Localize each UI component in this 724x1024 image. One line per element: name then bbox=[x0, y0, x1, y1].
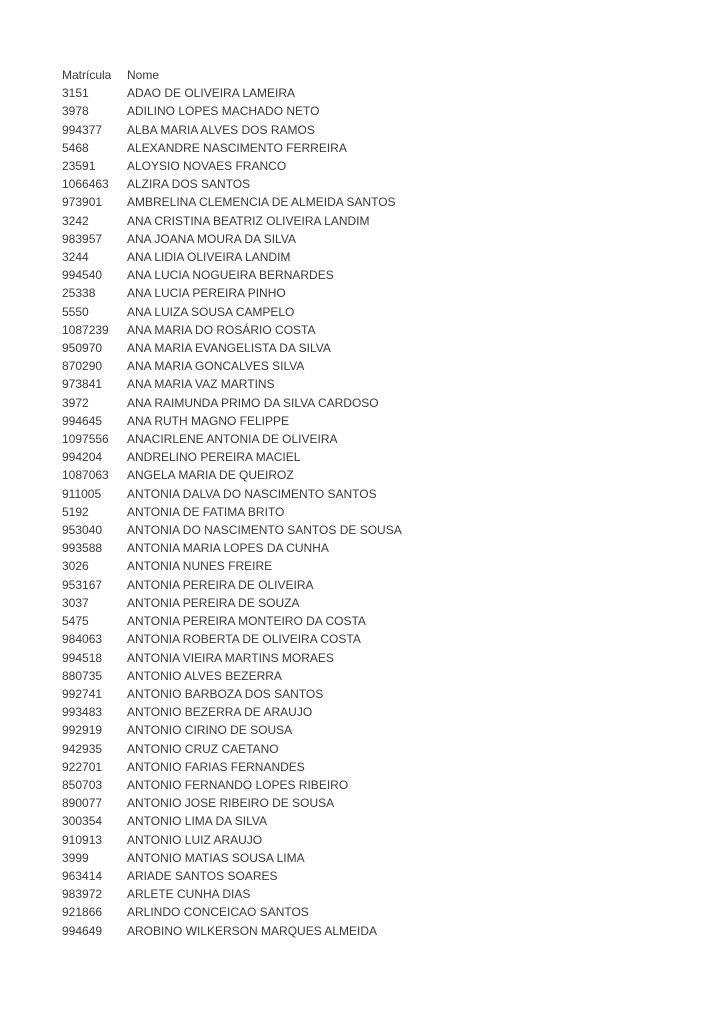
matricula-cell: 3026 bbox=[62, 559, 89, 574]
table-row bbox=[62, 394, 402, 412]
table-row bbox=[62, 121, 402, 139]
table-header-row bbox=[62, 66, 402, 84]
nome-cell: ANTONIO FARIAS FERNANDES bbox=[127, 759, 305, 774]
nome-cell: AROBINO WILKERSON MARQUES ALMEIDA bbox=[127, 923, 378, 938]
table-row bbox=[62, 885, 402, 903]
table-row bbox=[62, 266, 402, 284]
matricula-cell: 1087239 bbox=[62, 322, 109, 337]
matricula-cell: 1066463 bbox=[62, 177, 109, 192]
table-row bbox=[62, 685, 402, 703]
table-row bbox=[62, 466, 402, 484]
matricula-cell: 921866 bbox=[62, 905, 103, 920]
table-row bbox=[62, 503, 402, 521]
column-header-nome: Nome bbox=[127, 68, 160, 82]
nome-cell: ANTONIA VIEIRA MARTINS MORAES bbox=[127, 650, 334, 665]
nome-cell: ANA LIDIA OLIVEIRA LANDIM bbox=[127, 250, 291, 265]
table-row bbox=[62, 776, 402, 794]
nome-cell: ANTONIO BARBOZA DOS SANTOS bbox=[127, 686, 324, 701]
nome-cell: ALEXANDRE NASCIMENTO FERREIRA bbox=[127, 140, 347, 155]
matricula-cell: 3978 bbox=[62, 104, 89, 119]
table-row bbox=[62, 812, 402, 830]
nome-cell: ADAO DE OLIVEIRA LAMEIRA bbox=[127, 86, 296, 101]
nome-cell: ALOYSIO NOVAES FRANCO bbox=[127, 159, 287, 174]
table-row bbox=[62, 175, 402, 193]
table-body bbox=[62, 84, 402, 940]
table-row bbox=[62, 903, 402, 921]
table-row bbox=[62, 339, 402, 357]
nome-cell: ANGELA MARIA DE QUEIROZ bbox=[127, 468, 294, 483]
matricula-cell: 3037 bbox=[62, 595, 89, 610]
nome-cell: ANA LUCIA PEREIRA PINHO bbox=[127, 286, 286, 301]
matricula-cell: 994649 bbox=[62, 923, 103, 938]
matricula-cell: 23591 bbox=[62, 159, 96, 174]
matricula-cell: 994540 bbox=[62, 268, 103, 283]
table-row bbox=[62, 321, 402, 339]
table-row bbox=[62, 758, 402, 776]
nome-cell: ANTONIO FERNANDO LOPES RIBEIRO bbox=[127, 777, 349, 792]
matricula-cell: 984063 bbox=[62, 632, 103, 647]
nome-cell: ANA MARIA VAZ MARTINS bbox=[127, 377, 275, 392]
matricula-cell: 994204 bbox=[62, 450, 103, 465]
matricula-cell: 3244 bbox=[62, 250, 89, 265]
matricula-cell: 942935 bbox=[62, 741, 103, 756]
nome-cell: ANACIRLENE ANTONIA DE OLIVEIRA bbox=[127, 432, 338, 447]
nome-cell: ANA MARIA GONCALVES SILVA bbox=[127, 359, 305, 374]
table-row bbox=[62, 157, 402, 175]
matricula-cell: 300354 bbox=[62, 814, 103, 829]
table-row bbox=[62, 594, 402, 612]
matricula-cell: 911005 bbox=[62, 486, 102, 501]
nome-cell: ALZIRA DOS SANTOS bbox=[127, 177, 251, 192]
matricula-cell: 973841 bbox=[62, 377, 103, 392]
table-row bbox=[62, 721, 402, 739]
table-row bbox=[62, 557, 402, 575]
nome-cell: ARLETE CUNHA DIAS bbox=[127, 887, 251, 902]
matricula-cell: 1087063 bbox=[62, 468, 109, 483]
table-row bbox=[62, 284, 402, 302]
table-row bbox=[62, 212, 402, 230]
document-content bbox=[62, 66, 402, 940]
nome-cell: ANTONIA NUNES FREIRE bbox=[127, 559, 273, 574]
matricula-cell: 992741 bbox=[62, 686, 103, 701]
nome-cell: ANTONIA DALVA DO NASCIMENTO SANTOS bbox=[127, 486, 377, 501]
table-row bbox=[62, 412, 402, 430]
nome-cell: ANA LUCIA NOGUEIRA BERNARDES bbox=[127, 268, 334, 283]
matricula-cell: 973901 bbox=[62, 195, 103, 210]
table-row bbox=[62, 139, 402, 157]
table-row bbox=[62, 248, 402, 266]
table-row bbox=[62, 375, 402, 393]
nome-cell: ALBA MARIA ALVES DOS RAMOS bbox=[127, 122, 315, 137]
table-row bbox=[62, 867, 402, 885]
nome-cell: ANA RUTH MAGNO FELIPPE bbox=[127, 413, 290, 428]
table-row bbox=[62, 448, 402, 466]
nome-cell: ANTONIO ALVES BEZERRA bbox=[127, 668, 282, 683]
matricula-cell: 953040 bbox=[62, 523, 103, 538]
nome-cell: ANDRELINO PEREIRA MACIEL bbox=[127, 450, 301, 465]
nome-cell: ANA MARIA DO ROSÁRIO COSTA bbox=[127, 322, 316, 337]
matricula-cell: 950970 bbox=[62, 341, 103, 356]
table-row bbox=[62, 84, 402, 102]
nome-cell: ARIADE SANTOS SOARES bbox=[127, 868, 278, 883]
table-row bbox=[62, 649, 402, 667]
nome-cell: ANA CRISTINA BEATRIZ OLIVEIRA LANDIM bbox=[127, 213, 370, 228]
matricula-cell: 953167 bbox=[62, 577, 103, 592]
nome-cell: ANA RAIMUNDA PRIMO DA SILVA CARDOSO bbox=[127, 395, 379, 410]
nome-cell: ANTONIO LIMA DA SILVA bbox=[127, 814, 268, 829]
matricula-cell: 3972 bbox=[62, 395, 89, 410]
roster-table bbox=[62, 66, 402, 940]
matricula-cell: 910913 bbox=[62, 832, 103, 847]
matricula-cell: 850703 bbox=[62, 777, 103, 792]
nome-cell: AMBRELINA CLEMENCIA DE ALMEIDA SANTOS bbox=[127, 195, 396, 210]
matricula-cell: 5468 bbox=[62, 140, 89, 155]
matricula-cell: 1097556 bbox=[62, 432, 109, 447]
matricula-cell: 993588 bbox=[62, 541, 103, 556]
nome-cell: ANA JOANA MOURA DA SILVA bbox=[127, 231, 296, 246]
nome-cell: ANTONIA DE FATIMA BRITO bbox=[127, 504, 285, 519]
matricula-cell: 992919 bbox=[62, 723, 103, 738]
nome-cell: ANTONIO CRUZ CAETANO bbox=[127, 741, 279, 756]
table-row bbox=[62, 740, 402, 758]
table-row bbox=[62, 667, 402, 685]
table-row bbox=[62, 831, 402, 849]
nome-cell: ANTONIO LUIZ ARAUJO bbox=[127, 832, 263, 847]
nome-cell: ANTONIO MATIAS SOUSA LIMA bbox=[127, 850, 305, 865]
matricula-cell: 983972 bbox=[62, 887, 103, 902]
table-row bbox=[62, 922, 402, 940]
nome-cell: ANTONIO JOSE RIBEIRO DE SOUSA bbox=[127, 796, 335, 811]
nome-cell: ADILINO LOPES MACHADO NETO bbox=[127, 104, 320, 119]
nome-cell: ANTONIA DO NASCIMENTO SANTOS DE SOUSA bbox=[127, 523, 402, 538]
matricula-cell: 3999 bbox=[62, 850, 89, 865]
nome-cell: ANTONIA ROBERTA DE OLIVEIRA COSTA bbox=[127, 632, 361, 647]
matricula-cell: 993483 bbox=[62, 705, 103, 720]
table-row bbox=[62, 849, 402, 867]
nome-cell: ANTONIA PEREIRA MONTEIRO DA COSTA bbox=[127, 614, 366, 629]
matricula-cell: 994645 bbox=[62, 413, 103, 428]
nome-cell: ANTONIA MARIA LOPES DA CUNHA bbox=[127, 541, 329, 556]
table-row bbox=[62, 193, 402, 211]
nome-cell: ANTONIA PEREIRA DE OLIVEIRA bbox=[127, 577, 314, 592]
table-row bbox=[62, 612, 402, 630]
table-row bbox=[62, 630, 402, 648]
nome-cell: ANTONIO CIRINO DE SOUSA bbox=[127, 723, 293, 738]
matricula-cell: 3242 bbox=[62, 213, 89, 228]
table-row bbox=[62, 794, 402, 812]
matricula-cell: 5192 bbox=[62, 504, 89, 519]
nome-cell: ANA LUIZA SOUSA CAMPELO bbox=[127, 304, 295, 319]
matricula-cell: 5550 bbox=[62, 304, 89, 319]
nome-cell: ANTONIA PEREIRA DE SOUZA bbox=[127, 595, 300, 610]
matricula-cell: 25338 bbox=[62, 286, 96, 301]
table-row bbox=[62, 539, 402, 557]
table-row bbox=[62, 430, 402, 448]
matricula-cell: 983957 bbox=[62, 231, 103, 246]
table-row bbox=[62, 102, 402, 120]
matricula-cell: 922701 bbox=[62, 759, 103, 774]
table-row bbox=[62, 576, 402, 594]
matricula-cell: 5475 bbox=[62, 614, 89, 629]
matricula-cell: 870290 bbox=[62, 359, 103, 374]
matricula-cell: 890077 bbox=[62, 796, 103, 811]
matricula-cell: 880735 bbox=[62, 668, 103, 683]
nome-cell: ANA MARIA EVANGELISTA DA SILVA bbox=[127, 341, 331, 356]
table-row bbox=[62, 230, 402, 248]
nome-cell: ARLINDO CONCEICAO SANTOS bbox=[127, 905, 309, 920]
matricula-cell: 963414 bbox=[62, 868, 103, 883]
matricula-cell: 994518 bbox=[62, 650, 103, 665]
column-header-matricula: Matrícula bbox=[62, 68, 112, 82]
matricula-cell: 994377 bbox=[62, 122, 103, 137]
table-row bbox=[62, 485, 402, 503]
table-row bbox=[62, 357, 402, 375]
nome-cell: ANTONIO BEZERRA DE ARAUJO bbox=[127, 705, 313, 720]
table-row bbox=[62, 521, 402, 539]
table-row bbox=[62, 703, 402, 721]
table-row bbox=[62, 303, 402, 321]
matricula-cell: 3151 bbox=[62, 86, 89, 101]
